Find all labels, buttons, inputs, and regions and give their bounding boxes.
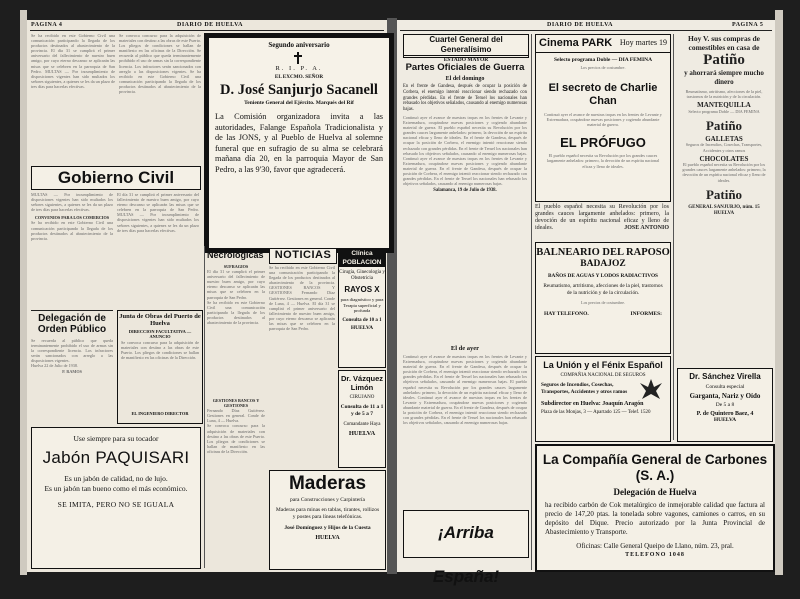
junta-obras-puerto-footer: EL INGENIERO DIRECTOR xyxy=(131,411,189,416)
left-page-edge xyxy=(20,10,27,575)
balneario-place: BADAJOZ xyxy=(580,259,626,269)
cuartel-subtitle: ESTADO MAYOR xyxy=(404,55,528,64)
left-page xyxy=(27,20,387,572)
left-col1-top-text: Se ha recibido en este Gobierno Civil una comunicación participando la llegada de los productos destinados al abastecimiento de la provincia. El día 31 se cumplirá el primer aniversario del fallecimiento de nuestro buen amigo, por cuyo eterno descanso se aplicarán las misas que se celebren en la parroquia de San Pedro. MULTAS — Por incumplimiento de disposiciones vigentes han sido multados los señores siguientes, a quienes se les da un plazo de tres días para hacerlas efectivas. xyxy=(31,33,115,89)
cinema-film1: El secreto de Charlie Chan xyxy=(548,82,658,108)
balneario-phone: HAY TELEFONO. xyxy=(544,311,589,318)
cinema-film2-desc: El pueblo español necesita su Revolución por los grandes cauces largamente anhelados: primero, la devoción de un espíritu nacional eficaz y lleno de ideales. xyxy=(546,153,660,169)
clinica-tagline: para diagnóstico y para Terapia superficial y profunda xyxy=(340,297,384,314)
junta-obras-puerto-body: Se convoca concurso para la adquisición de materiales con destino a las obras de este Puerto. Los pliegos de condiciones se hallan de manifiesto en las oficinas de la Dirección. xyxy=(121,340,199,361)
vazquez-title: Dr. Vázquez Limón xyxy=(340,374,384,392)
maderas-ad xyxy=(269,470,386,570)
balneario-lead: BAÑOS DE AGUAS Y LODOS RADIACTIVOS xyxy=(547,273,659,279)
arriba-espana-banner xyxy=(403,510,529,586)
gestiones-banco-column: GESTIONES BANCOS Y GESTIONES Fernando Díaz Gutiérrez. Gestiones en general. Conde de Luna, 4 — Huelva. Se convoca concurso para la adquisición de materiales con destino a las obras de este Puerto. Los pliegos de condiciones se hallan de manifiesto en las oficinas de la Dirección. xyxy=(207,398,265,454)
vazquez-limon-ad xyxy=(338,370,386,468)
noticias-banner xyxy=(269,248,337,264)
jabon-pre: Use siempre para su tocador xyxy=(73,434,159,443)
union-fenix-ad xyxy=(535,356,671,442)
maderas-title: Maderas xyxy=(288,473,367,494)
cinema-park-ad xyxy=(535,34,671,202)
patino-filler-4: El pueblo español necesita su Revolución por los grandes cauces largamente anhelados: primero, la devoción de un espíritu nacional eficaz y lleno de ideales. xyxy=(682,162,766,183)
patino-name-3: Patiño xyxy=(705,186,743,202)
junta-obras-puerto-title: Junta de Obras del Puerto de Huelva xyxy=(119,313,201,327)
carbones-office: Oficinas: Calle General Queipo de Llano, núm. 23, pral. xyxy=(576,542,734,550)
cross-icon xyxy=(294,52,302,64)
sanchez-virella-ad xyxy=(677,368,773,442)
maderas-footer: HUELVA xyxy=(315,535,340,541)
obituary-rank: Teniente General del Ejército. Marqués del Rif xyxy=(244,100,354,106)
right-page-masthead: DIARIO DE HUELVA xyxy=(547,22,614,28)
gobierno-civil-banner xyxy=(31,166,201,190)
obituary-anniversary: Segundo aniversario xyxy=(268,41,330,49)
cinema-program: Selecto programa Doble — DIA FEMINA xyxy=(553,57,653,63)
pueblo-espanol-quote: El pueblo español necesita su Revolución por los grandes cauces largamente anhelados: primero, la devoción de un espíritu nacional eficaz y lleno de ideales. JOSE ANTONIO xyxy=(535,204,669,231)
patino-filler-2: Selecto programa Doble — DIA FEMINA xyxy=(688,108,760,114)
partes-body2: Continuó ayer el avance de nuestras tropas en los frentes de Levante y Extremadura, ocupándose nuevas posiciones y cogiendo abundante material de guerra. En el frente de Gandesa, después de ocupar la posición de Corbera, el enemigo intentó reaccionar siendo rechazado con grandes pérdidas. En el frente de Teruel los nacionales han rebasado los objetivos señalados, causando al enemigo numerosas bajas. El pueblo español necesita su Revolución por los grandes cauces largamente anhelados: primero, la devoción de un espíritu nacional eficaz y lleno de ideales. Continuó ayer el avance de nuestras tropas en los frentes de Levante y Extremadura, ocupándose nuevas posiciones y cogiendo abundante material de guerra. En el frente de Gandesa, después de ocupar la posición de Corbera, el enemigo intentó reaccionar siendo rechazado con grandes pérdidas. En el frente de Teruel los nacionales han rebasado los objetivos señalados, causando al enemigo numerosas bajas. xyxy=(403,354,528,426)
union-fenix-lines: Seguros de Incendios, Cosechas, Transportes, Accidentes y otros ramos xyxy=(541,382,628,395)
left-page-number: PAGINA 4 xyxy=(31,22,63,28)
patino-slogan: y ahorrará siempre mucho dinero xyxy=(684,69,764,86)
jabon-line3: SE IMITA, PERO NO SE IGUALA xyxy=(57,500,175,509)
patino-name-2: Patiño xyxy=(705,117,743,133)
cinema-film2: EL PRÓFUGO xyxy=(560,135,646,151)
maderas-line1: Maderas para minas en tablas, tirantes, rollizos y postes para líneas telefónicas. xyxy=(275,507,380,520)
arriba-espana-title: ¡Arriba España! xyxy=(432,523,500,586)
clinica-city: HUELVA xyxy=(350,324,374,331)
patino-filler-1: Reumatismo, artritismo, afecciones de la piel, trastornos de la nutrición y de la circulación. xyxy=(685,89,763,100)
vazquez-address: Comandante Haya xyxy=(343,422,381,427)
sanchez-hours: De 5 a 8 xyxy=(715,402,735,408)
sanchez-address: P. de Quintero Baez, 4 xyxy=(696,411,754,417)
union-fenix-title: La Unión y el Fénix Español xyxy=(543,360,663,370)
cinema-date: Hoy martes 19 xyxy=(619,38,667,47)
right-page xyxy=(397,20,775,586)
maderas-lead: para Construcciones y Carpintería xyxy=(290,497,365,503)
partes-day: El del domingo xyxy=(445,76,485,82)
delegacion-orden-publico-title: Delegación de Orden Público xyxy=(37,313,107,335)
patino-name: Patiño xyxy=(703,52,745,68)
obituary-name: D. José Sanjurjo Sacanell xyxy=(220,82,378,98)
obituary-honorific: EL EXCMO. SEÑOR xyxy=(274,74,324,80)
noticias-body: Se ha recibido en este Gobierno Civil una comunicación participando la llegada de los productos destinados al abastecimiento de la provincia. GESTIONES BANCOS Y GESTIONES Fernando Díaz Gutiérrez. Gestiones en general. Conde de Luna, 4 — Huelva. El día 31 se cumplirá el primer aniversario del fallecimiento de nuestro buen amigo, por cuyo eterno descanso se aplicarán las misas que se celebren en la parroquia de San Pedro. xyxy=(269,265,336,332)
maderas-line2: José Domínguez y Hijos de la Cuesta xyxy=(284,525,371,531)
patino-chocolates: CHOCOLATES xyxy=(699,154,749,163)
gobierno-civil-title: Gobierno Civil xyxy=(57,168,175,187)
junta-obras-puerto xyxy=(117,310,203,424)
obituary-body: La Comisión organizadora invita a las autoridades, Falange Española Tradicionalista y de las JONS, y al Pueblo de Huelva al solemne funeral que en sufragio de su alma se celebrará mañana día 20, en la parroquia Mayor de San Pedro, a las 9'30, favor que agradecerá. xyxy=(215,112,383,174)
clinica-rayos: RAYOS X xyxy=(344,285,380,294)
vazquez-city: HUELVA xyxy=(348,430,376,437)
noticias-title: NOTICIAS xyxy=(274,249,332,261)
patino-mantequilla: MANTEQUILLA xyxy=(697,101,751,110)
vazquez-subtitle: CIRUJANO xyxy=(349,395,375,400)
sanchez-title: Dr. Sánchez Virella xyxy=(689,372,761,381)
jabon-paquisari-ad xyxy=(31,427,201,569)
right-page-edge xyxy=(775,10,783,575)
clinica-lines: Cirugía, Ginecología y Obstetricia xyxy=(339,270,385,281)
patino-city: HUELVA xyxy=(713,211,735,217)
patino-filler-3: Seguros de Incendios, Cosechas, Transportes, Accidentes y otros ramos xyxy=(685,142,763,153)
necrologicas-body: SUFRAGIOS El día 31 se cumplirá el primer aniversario del fallecimiento de nuestro buen amigo, por cuyo eterno descanso se aplicarán las misas que se celebren en la parroquia de San Pedro. Se ha recibido en este Gobierno Civil una comunicación participando la llegada de los productos destinados al abastecimiento de la provincia. xyxy=(207,264,265,326)
cinema-note: Los precios de costumbre. xyxy=(580,65,626,70)
sanchez-spec: Garganta, Nariz y Oído xyxy=(689,392,761,400)
phoenix-emblem-icon xyxy=(638,377,664,401)
balneario-title: BALNEARIO DEL RAPOSO xyxy=(536,247,670,258)
cuartel-general-banner xyxy=(403,34,529,63)
sanchez-lead: Consulta especial xyxy=(705,384,745,390)
jabon-line1: Es un jabón de calidad, no de lujo. xyxy=(64,474,168,483)
left-col2-top-text: Se convoca concurso para la adquisición de materiales con destino a las obras de este Puerto. Los pliegos de condiciones se hallan de manifiesto en las oficinas de la Dirección. Se recuerda al público que queda terminantemente prohibido el uso de armas sin la correspondiente licencia. Los infractores serán sancionados con arreglo a las disposiciones vigentes. Se ha recibido en este Gobierno Civil una comunicación participando la llegada de los productos destinados al abastecimiento de la provincia. xyxy=(119,33,202,95)
partes-body: En el frente de Gandesa, después de ocupar la posición de Corbera, el enemigo intentó reaccionar siendo rechazado con grandes pérdidas. En el frente de Teruel los nacionales han rebasado los objetivos señalados, causando al enemigo numerosas bajas. Continuó ayer el avance de nuestras tropas en los frentes de Levante y Extremadura, ocupándose nuevas posiciones y cogiendo abundante material de guerra. El pueblo español necesita su Revolución por los grandes cauces largamente anhelados: primero, la devoción de un espíritu nacional eficaz y lleno de ideales. En el frente de Gandesa, después de ocupar la posición de Corbera, el enemigo intentó reaccionar siendo rechazado con grandes pérdidas. En el frente de Teruel los nacionales han rebasado los objetivos señalados, causando al enemigo numerosas bajas. Continuó ayer el avance de nuestras tropas en los frentes de Levante y Extremadura, ocupándose nuevas posiciones y cogiendo abundante material de guerra. En el frente de Gandesa, después de ocupar la posición de Corbera, el enemigo intentó reaccionar siendo rechazado con grandes pérdidas. En el frente de Teruel los nacionales han rebasado los objetivos señalados, causando al enemigo numerosas bajas. Salamanca, 19 de Julio de 1938. xyxy=(403,84,527,194)
carbones-body: ha recibido carbón de Cok metalúrgico de inmejorable calidad que factura al precio de 147,20 ptas. la tonelada sobre vagones, camiones o carros, en su depósito del Dique. Precio autorizado por la Junta Provincial de Abastecimiento y Transporte. xyxy=(545,501,765,536)
patino-footer: GENERAL SANJURJO, núm. 15 xyxy=(688,204,760,210)
balneario-info: INFORMES: xyxy=(630,311,662,318)
necrologicas-title: Necrológicas xyxy=(207,250,264,260)
jabon-title: Jabón PAQUISARI xyxy=(42,448,190,467)
union-fenix-agent: Subdirector en Huelva: Joaquín Aragón xyxy=(541,401,644,407)
gobierno-civil-col2: El día 31 se cumplirá el primer aniversario del fallecimiento de nuestro buen amigo, por cuyo eterno descanso se aplicarán las misas que se celebren en la parroquia de San Pedro. MULTAS — Por incumplimiento de disposiciones vigentes han sido multados los señores siguientes, a quienes se les da un plazo de tres días para hacerlas efectivas. xyxy=(117,192,199,233)
obituary-rip: R. I. P. A. xyxy=(275,65,323,72)
patino-lead: Hoy V. sus compras de comestibles en casa de xyxy=(687,34,761,52)
compania-carbones-ad xyxy=(535,444,775,572)
cinema-title: Cinema PARK xyxy=(539,37,613,49)
cuartel-title: Cuartel General del Generalísimo xyxy=(429,35,503,54)
union-fenix-address: Plaza de las Monjas, 3 — Apartado 125 — Telef. 1520 xyxy=(541,410,651,415)
jabon-line2: Es un jabón tan bueno como el más económico. xyxy=(44,484,188,493)
sanjurjo-obituary xyxy=(204,33,394,253)
balneario-filler: Los precios de costumbre. xyxy=(581,300,625,305)
carbones-title: La Compañía General de Carbones (S. A.) xyxy=(542,452,768,483)
patino-galletas: GALLETAS xyxy=(705,134,743,143)
clinica-title: Clínica POBLACION xyxy=(339,249,385,267)
cinema-film1-desc: Continuó ayer el avance de nuestras tropas en los frentes de Levante y Extremadura, ocupándose nuevas posiciones y cogiendo abundante material de guerra. xyxy=(544,112,662,128)
partes-oficiales-title: Partes Oficiales de Guerra xyxy=(405,62,525,73)
left-page-masthead: DIARIO DE HUELVA xyxy=(177,22,244,28)
partes-day2: El de ayer xyxy=(450,345,480,352)
patino-ad xyxy=(677,34,771,364)
clinica-hours: Consulta de 10 a 1 xyxy=(342,317,382,323)
right-page-number: PAGINA 5 xyxy=(732,22,764,28)
sanchez-city: HUELVA xyxy=(713,417,737,423)
carbones-delegation: Delegación de Huelva xyxy=(613,487,697,497)
vazquez-hours: Consulta de 11 a 1 y de 5 a 7 xyxy=(340,404,384,417)
balneario-raposo-ad xyxy=(535,242,671,354)
delegacion-orden-publico-body: Se recuerda al público que queda terminantemente prohibido el uso de armas sin la correspondiente licencia. Los infractores serán sancionados con arreglo a las disposiciones vigentes. Huelva 22 de Julio de 1938. P. RAMOS xyxy=(31,338,113,374)
clinica-poblacion-ad xyxy=(338,248,386,368)
balneario-body: Reumatismo, artritismo, afecciones de la piel, trastornos de la nutrición y de la circulación. xyxy=(543,283,663,296)
carbones-phone: TELEFONO 1048 xyxy=(625,552,685,558)
junta-obras-puerto-subhead: DIRECCION FACULTATIVA — ANUNCIO xyxy=(128,329,192,339)
union-fenix-subtitle: COMPAÑIA NACIONAL DE SEGUROS xyxy=(560,373,646,378)
gobierno-civil-body: MULTAS — Por incumplimiento de disposiciones vigentes han sido multados los señores siguientes, a quienes se les da un plazo de tres días para hacerlas efectivas. CONVENIOS PARA LOS COMERCIOS Se ha recibido en este Gobierno Civil una comunicación participando la llegada de los productos destinados al abastecimiento de la provincia. xyxy=(31,192,113,241)
